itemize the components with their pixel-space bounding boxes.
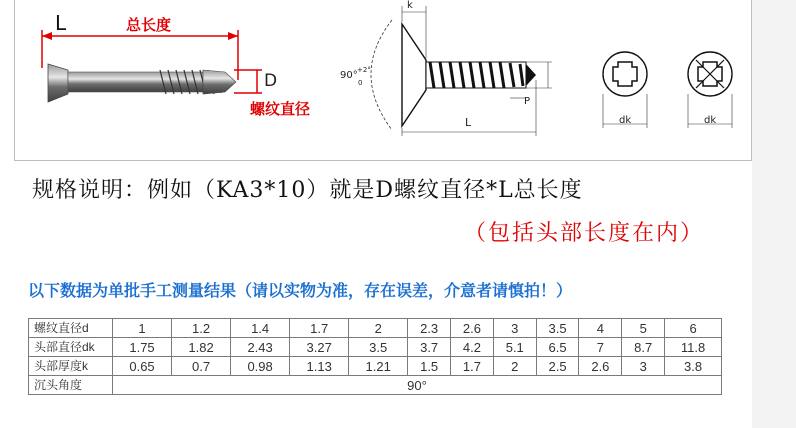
table-cell: 4 — [579, 319, 622, 338]
dk-label-phillips: dk — [619, 115, 632, 126]
angle-tolerance-label: +2° — [357, 66, 371, 74]
table-cell: 1.82 — [172, 338, 231, 357]
table-row — [29, 338, 722, 357]
table-cell: 1.2 — [172, 319, 231, 338]
table-cell: 7 — [579, 338, 622, 357]
table-row — [29, 357, 722, 376]
table-cell: 1.75 — [113, 338, 172, 357]
l-label: L — [465, 116, 472, 129]
spec-explanation: 规格说明：例如（KA3*10）就是D螺纹直径*L总长度 — [32, 178, 583, 203]
table-cell: 2.3 — [408, 319, 451, 338]
table-cell: 1.5 — [408, 357, 451, 376]
table-cell: 1.7 — [290, 319, 349, 338]
angle-tolerance-lower-label: 0 — [358, 79, 363, 87]
table-cell: 3 — [493, 319, 536, 338]
table-cell: 2.6 — [579, 357, 622, 376]
table-cell: 2.6 — [451, 319, 494, 338]
table-cell: 2.5 — [536, 357, 579, 376]
length-desc-label: 总长度 — [126, 16, 172, 34]
table-cell: 3.5 — [349, 338, 408, 357]
diameter-desc-label: 螺纹直径 — [250, 100, 311, 118]
screw-technical-drawing — [330, 2, 750, 152]
table-cell: 1 — [113, 319, 172, 338]
spec-table — [28, 318, 722, 395]
table-cell: 1.7 — [451, 357, 494, 376]
table-cell: 6 — [665, 319, 722, 338]
table-cell: 3.5 — [536, 319, 579, 338]
table-cell: 4.2 — [451, 338, 494, 357]
table-cell: 1.21 — [349, 357, 408, 376]
table-cell: 2.43 — [231, 338, 290, 357]
table-cell: 8.7 — [622, 338, 665, 357]
measurement-note: 以下数据为单批手工测量结果（请以实物为准，存在误差，介意者请慎拍！） — [28, 281, 573, 300]
table-cell: 0.98 — [231, 357, 290, 376]
table-cell: 0.65 — [113, 357, 172, 376]
angle-label: 90° — [340, 70, 358, 81]
table-cell: 3.27 — [290, 338, 349, 357]
table-cell: 90° — [113, 376, 722, 395]
table-cell: 3 — [622, 357, 665, 376]
table-row — [29, 319, 722, 338]
length-label: L — [55, 11, 67, 35]
dk-label-pozi: dk — [704, 115, 717, 126]
page-margin — [752, 0, 796, 428]
table-cell: 6.5 — [536, 338, 579, 357]
table-cell: 3.7 — [408, 338, 451, 357]
k-label: k — [407, 0, 413, 11]
row-header: 头部直径dk — [29, 338, 113, 357]
table-cell: 11.8 — [665, 338, 722, 357]
table-cell: 0.7 — [172, 357, 231, 376]
table-cell: 5 — [622, 319, 665, 338]
row-header: 螺纹直径d — [29, 319, 113, 338]
spec-note: （包括头部长度在内） — [464, 221, 705, 246]
table-cell: 3.8 — [665, 357, 722, 376]
table-cell: 1.13 — [290, 357, 349, 376]
diameter-label: D — [264, 71, 278, 91]
table-row — [29, 376, 722, 395]
row-header: 头部厚度k — [29, 357, 113, 376]
table-cell: 2 — [493, 357, 536, 376]
table-cell: 1.4 — [231, 319, 290, 338]
row-header: 沉头角度 — [29, 376, 113, 395]
p-label: P — [524, 96, 531, 107]
table-cell: 2 — [349, 319, 408, 338]
table-cell: 5.1 — [493, 338, 536, 357]
